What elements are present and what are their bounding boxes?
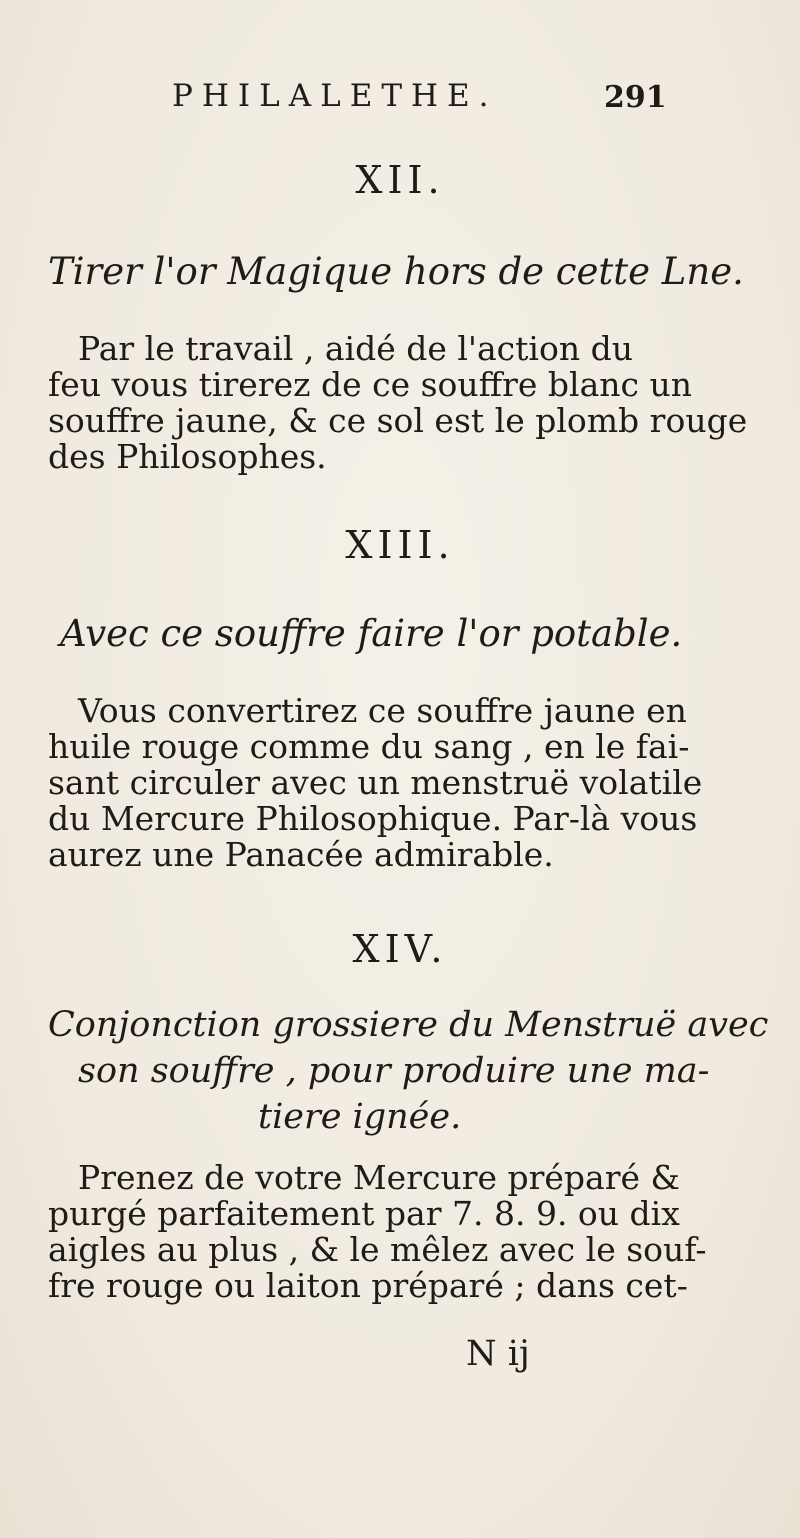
paragraph-line: aigles au plus , & le mêlez avec le souf- xyxy=(48,1230,707,1269)
running-title: PHILALETHE. xyxy=(172,78,498,114)
paragraph-line: Prenez de votre Mercure préparé & xyxy=(78,1158,680,1197)
section-paragraph-xiv xyxy=(48,1160,718,1304)
paragraph-line: des Philosophes. xyxy=(48,437,327,476)
section-paragraph-xii xyxy=(48,329,748,476)
section-title-line: Conjonction grossiere du Menstruë avec xyxy=(48,1005,769,1045)
section-paragraph-xiii xyxy=(48,693,718,873)
section-title-line: tiere ignée. xyxy=(258,1097,462,1137)
section-title-line: son souffre , pour produire une ma- xyxy=(78,1051,710,1091)
section-title-line: Avec ce souffre faire l'or potable. xyxy=(60,612,683,655)
paragraph-line: du Mercure Philosophique. Par-là vous xyxy=(48,799,698,838)
signature-mark: N ij xyxy=(466,1334,530,1374)
paragraph-line: fre rouge ou laiton préparé ; dans cet- xyxy=(48,1266,688,1305)
page-number: 291 xyxy=(604,80,667,115)
section-title-xiii xyxy=(60,612,682,655)
section-title-line: Tirer l'or Magique hors de cette Lne. xyxy=(48,250,744,293)
paragraph-line: aurez une Panacée admirable. xyxy=(48,835,554,874)
section-title-xiv xyxy=(48,1002,769,1140)
section-numeral-xii: XII. xyxy=(355,158,445,202)
section-numeral-xiv: XIV. xyxy=(352,927,448,971)
paragraph-line: Par le travail , aidé de l'action du xyxy=(78,329,633,368)
paragraph-line: purgé parfaitement par 7. 8. 9. ou dix xyxy=(48,1194,680,1233)
paragraph-line: huile rouge comme du sang , en le fai- xyxy=(48,727,690,766)
paragraph-line: sant circuler avec un menstruë volatile xyxy=(48,763,703,802)
paragraph-line: feu vous tirerez de ce souffre blanc un xyxy=(48,365,692,404)
paragraph-line: souffre jaune, & ce sol est le plomb rouge xyxy=(48,401,748,440)
section-title-xii xyxy=(48,250,744,293)
paragraph-line: Vous convertirez ce souffre jaune en xyxy=(78,691,687,730)
section-numeral-xiii: XIII. xyxy=(345,523,455,567)
